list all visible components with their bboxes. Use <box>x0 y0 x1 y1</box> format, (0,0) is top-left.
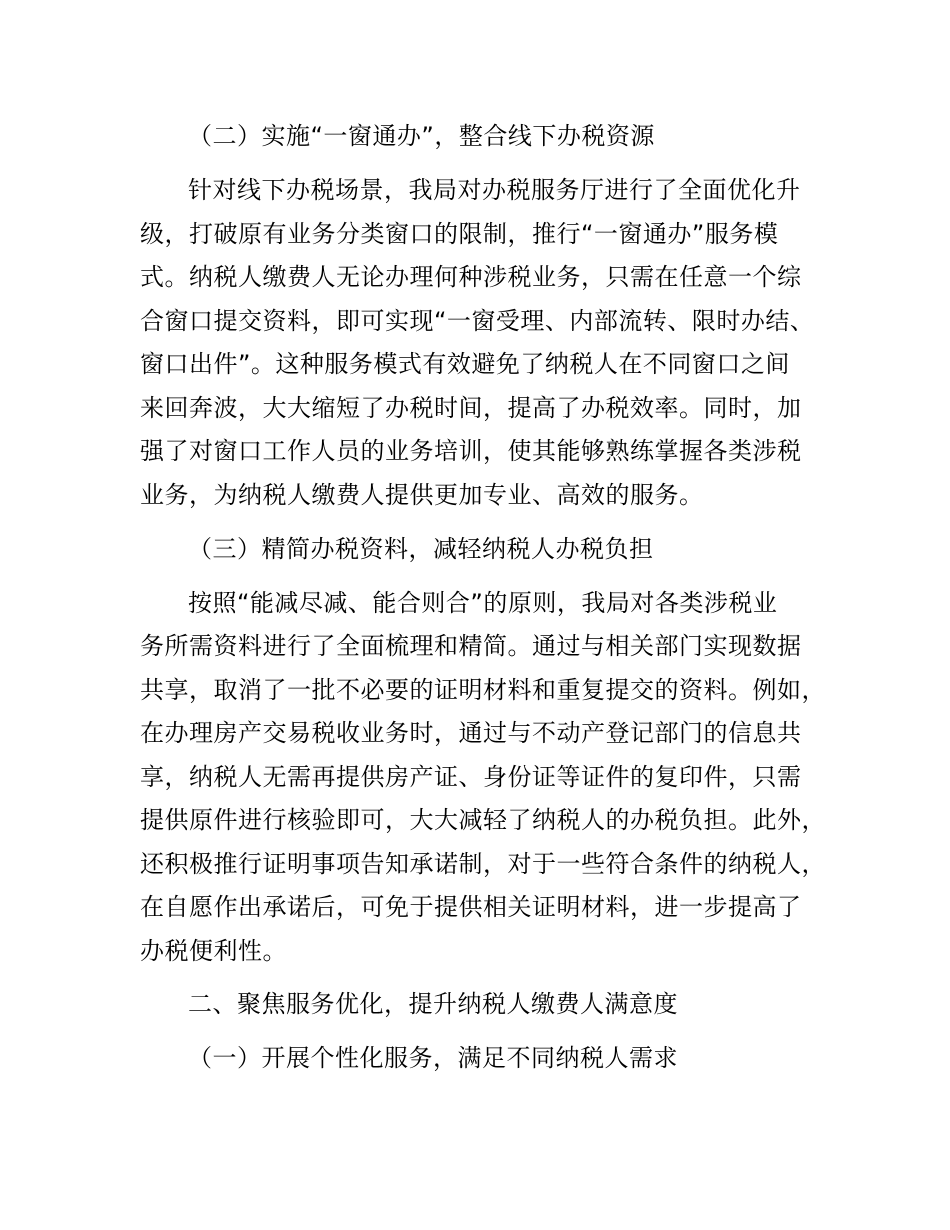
paragraph-line: 办税便利性。 <box>140 937 287 965</box>
paragraph-line: 务所需资料进行了全面梳理和精简。通过与相关部门实现数据 <box>140 632 802 660</box>
paragraph-line: 来回奔波，大大缩短了办税时间，提高了办税效率。同时，加 <box>140 394 802 422</box>
paragraph-line: 针对线下办税场景，我局对办税服务厅进行了全面优化升 <box>188 176 801 204</box>
paragraph-line: 还积极推行证明事项告知承诺制，对于一些符合条件的纳税人， <box>140 850 826 878</box>
paragraph-line: 式。纳税人缴费人无论办理何种涉税业务，只需在任意一个综 <box>140 263 802 291</box>
section-heading-service-optimization: 二、聚焦服务优化，提升纳税人缴费人满意度 <box>188 990 678 1018</box>
paragraph-line: 合窗口提交资料，即可实现“一窗受理、内部流转、限时办结、 <box>140 307 815 335</box>
paragraph-line: 提供原件进行核验即可，大大减轻了纳税人的办税负担。此外， <box>140 806 826 834</box>
subheading-personalized-service: （一）开展个性化服务，满足不同纳税人需求 <box>188 1044 678 1072</box>
paragraph-line: 在自愿作出承诺后，可免于提供相关证明材料，进一步提高了 <box>140 893 802 921</box>
paragraph-line: 业务，为纳税人缴费人提供更加专业、高效的服务。 <box>140 481 704 509</box>
subheading-implement-one-window: （二）实施“一窗通办”，整合线下办税资源 <box>188 122 655 150</box>
paragraph-line: 按照“能减尽减、能合则合”的原则，我局对各类涉税业 <box>188 589 778 617</box>
paragraph-line: 共享，取消了一批不必要的证明材料和重复提交的资料。例如， <box>140 676 826 704</box>
paragraph-line: 级，打破原有业务分类窗口的限制，推行“一窗通办”服务模 <box>140 220 779 248</box>
paragraph-line: 窗口出件”。这种服务模式有效避免了纳税人在不同窗口之间 <box>140 350 790 378</box>
subheading-simplify-materials: （三）精简办税资料，减轻纳税人办税负担 <box>188 535 654 563</box>
paragraph-line: 强了对窗口工作人员的业务培训，使其能够熟练掌握各类涉税 <box>140 437 802 465</box>
paragraph-line: 享，纳税人无需再提供房产证、身份证等证件的复印件，只需 <box>140 763 802 791</box>
paragraph-line: 在办理房产交易税收业务时，通过与不动产登记部门的信息共 <box>140 719 802 747</box>
